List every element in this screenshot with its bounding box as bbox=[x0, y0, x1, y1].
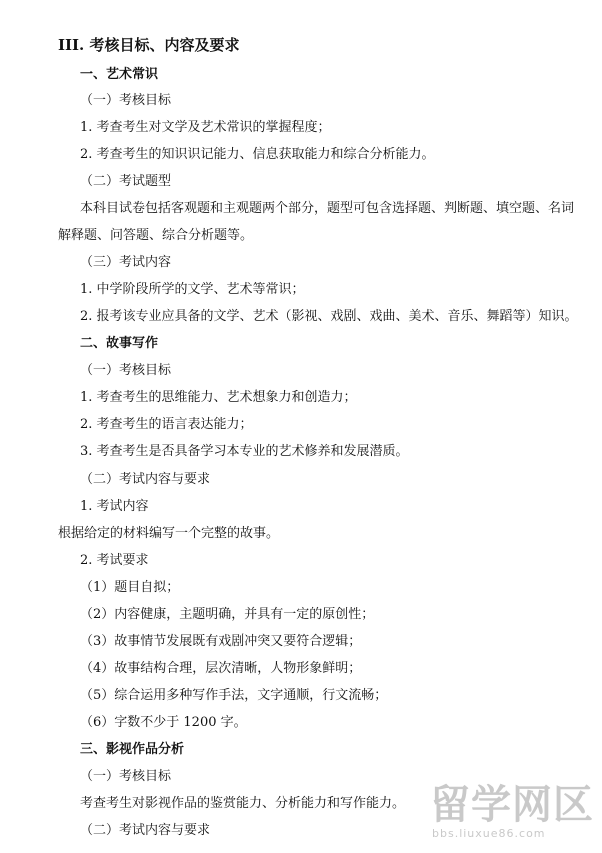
paragraph-line: 1. 考试内容 bbox=[80, 499, 149, 514]
list-item: （6）字数不少于 1200 字。 bbox=[80, 715, 247, 730]
list-item: （2）内容健康，主题明确，并具有一定的原创性； bbox=[80, 607, 375, 622]
watermark-url: bbs.liuxue86.com bbox=[432, 827, 546, 840]
section-title: III. 考核目标、内容及要求 bbox=[58, 36, 240, 54]
paragraph-line: 本科目试卷包括客观题和主观题两个部分，题型可包含选择题、判断题、填空题、名词 bbox=[80, 201, 575, 216]
paragraph-line: 1. 中学阶段所学的文学、艺术等常识； bbox=[80, 282, 305, 297]
heading-film-analysis: 三、影视作品分析 bbox=[80, 742, 185, 757]
list-item: （1）题目自拟； bbox=[80, 580, 180, 595]
watermark-text: 留学网区 bbox=[430, 782, 594, 828]
list-item: （5）综合运用多种写作手法，文字通顺，行文流畅； bbox=[80, 688, 388, 703]
subheading-content-requirements: （二）考试内容与要求 bbox=[80, 472, 211, 487]
subheading-objectives: （一）考核目标 bbox=[80, 769, 172, 784]
paragraph-line: 2. 考查考生的知识识记能力、信息获取能力和综合分析能力。 bbox=[80, 147, 435, 162]
list-item: （4）故事结构合理，层次清晰，人物形象鲜明； bbox=[80, 661, 362, 676]
subheading-exam-content: （三）考试内容 bbox=[80, 255, 172, 270]
paragraph-line: 考查考生对影视作品的鉴赏能力、分析能力和写作能力。 bbox=[80, 796, 406, 811]
heading-art-knowledge: 一、艺术常识 bbox=[80, 67, 159, 82]
paragraph-line: 2. 报考该专业应具备的文学、艺术（影视、戏剧、戏曲、美术、音乐、舞蹈等）知识。 bbox=[80, 309, 578, 324]
paragraph-line: 解释题、问答题、综合分析题等。 bbox=[58, 228, 254, 243]
paragraph-line: 根据给定的材料编写一个完整的故事。 bbox=[58, 526, 280, 541]
paragraph-line: 1. 考查考生的思维能力、艺术想象力和创造力； bbox=[80, 390, 357, 405]
watermark-logo bbox=[430, 783, 595, 845]
paragraph-line: 1. 考查考生对文学及艺术常识的掌握程度； bbox=[80, 120, 331, 135]
subheading-objectives: （一）考核目标 bbox=[80, 363, 172, 378]
subheading-content-requirements: （二）考试内容与要求 bbox=[80, 823, 211, 838]
paragraph-line: 2. 考查考生的语言表达能力； bbox=[80, 417, 253, 432]
list-item: （3）故事情节发展既有戏剧冲突又要符合逻辑； bbox=[80, 634, 362, 649]
paragraph-line: 3. 考查考生是否具备学习本专业的艺术修养和发展潜质。 bbox=[80, 444, 409, 459]
subheading-objectives: （一）考核目标 bbox=[80, 93, 172, 108]
paragraph-line: 2. 考试要求 bbox=[80, 553, 149, 568]
subheading-question-types: （二）考试题型 bbox=[80, 174, 172, 189]
heading-story-writing: 二、故事写作 bbox=[80, 336, 159, 351]
